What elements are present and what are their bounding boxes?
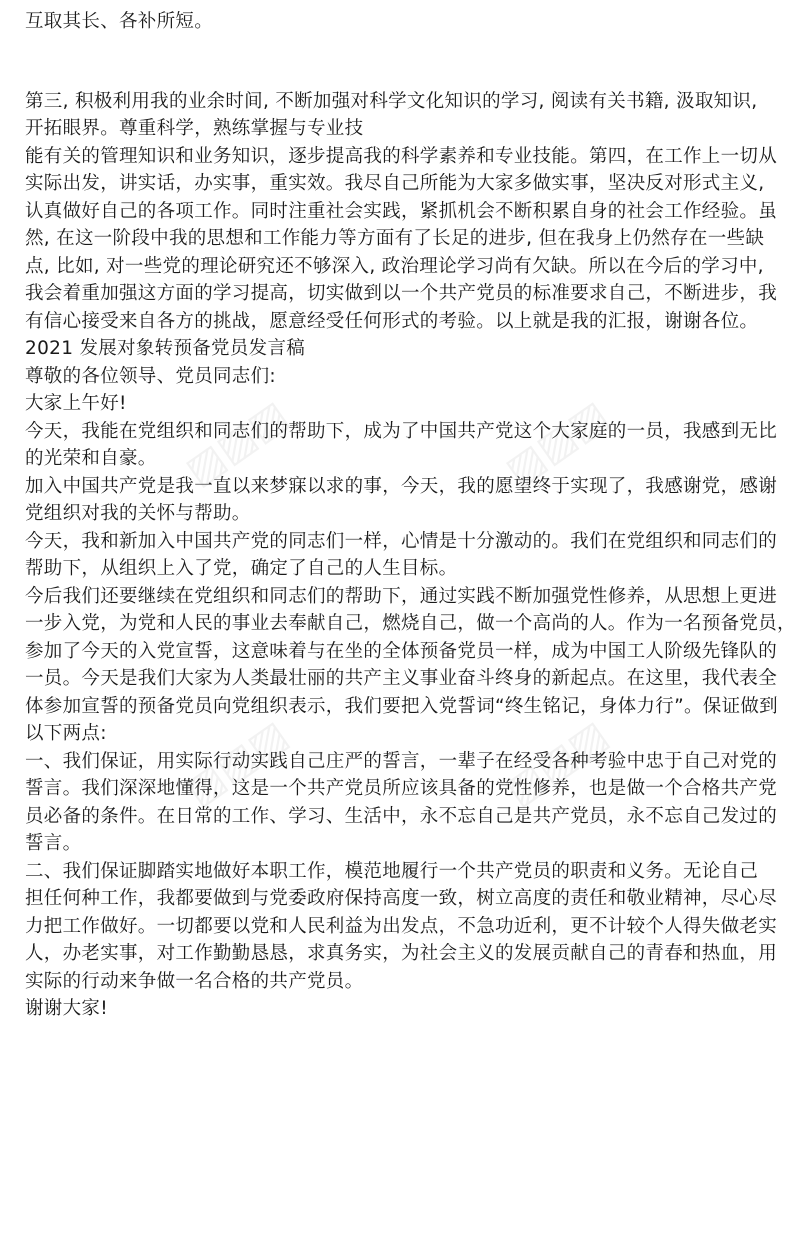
text-line: 我会着重加强这方面的学习提高，切实做到以一个共产党员的标准要求自己，不断进步，我 (25, 283, 778, 304)
text-line: 誓言。我们深深地懂得，这是一个共产党员所应该具备的党性修养，也是做一个合格共产党 (25, 778, 778, 799)
text-line: 能有关的管理知识和业务知识，逐步提高我的科学素养和专业技能。第四，在工作上一切从 (25, 145, 778, 167)
text-line: 二、我们保证脚踏实地做好本职工作，模范地履行一个共产党员的职责和义务。无论自己 (25, 860, 759, 882)
text-line: 一步入党，为党和人民的事业去奉献自己，燃烧自己，做一个高尚的人。作为一名预备党员， (25, 613, 796, 634)
document-text (25, 88, 795, 1023)
text-line: 担任何种工作，我都要做到与党委政府保持高度一致，树立高度的责任和敬业精神，尽心尽 (25, 888, 778, 909)
watermark: ▨▨▨ (177, 391, 297, 495)
text-line: 第三, 积极利用我的业余时间, 不断加强对科学文化知识的学习, 阅读有关书籍, 汲取知识, (25, 90, 758, 112)
text-line: 今天，我和新加入中国共产党的同志们一样，心情是十分激动的。我们在党组织和同志们的 (25, 530, 778, 552)
text-line: 今天，我能在党组织和同志们的帮助下，成为了中国共产党这个大家庭的一员，我感到无比 (25, 420, 778, 442)
text-line: 点, 比如, 对一些党的理论研究还不够深入, 政治理论学习尚有欠缺。所以在今后的学习中, (25, 255, 764, 277)
document-body (25, 8, 795, 1023)
text-line: 力把工作做好。一切都要以党和人民利益为出发点，不急功近利，更不计较个人得失做老实 (25, 915, 778, 937)
text-line: 体参加宣誓的预备党员向党组织表示，我们要把入党誓词“终生铭记，身体力行”。保证做到 (25, 695, 778, 717)
text-line: 然, 在这一阶段中我的思想和工作能力等方面有了长足的进步, 但在我身上仍然存在一些缺 (25, 228, 765, 249)
text-line: 谢谢大家! (25, 998, 108, 1019)
text-line: 以下两点: (25, 723, 107, 744)
text-line: 大家上午好! (25, 393, 127, 414)
text-line: 一员。今天是我们大家为人类最壮丽的共产主义事业奋斗终身的新起点。在这里，我代表全 (25, 668, 778, 689)
text-line: 人，办老实事，对工作勤勤恳恳，求真务实，为社会主义的发展贡献自己的青春和热血，用 (25, 943, 778, 964)
watermark: ▨▨▨ (177, 711, 297, 815)
text-line: 尊敬的各位领导、党员同志们: (25, 365, 276, 387)
text-line: 誓言。 (25, 833, 82, 854)
text-line: 有信心接受来自各方的挑战，愿意经受任何形式的考验。以上就是我的汇报，谢谢各位。 (25, 310, 759, 332)
watermark: ▨▨▨ (497, 711, 617, 815)
text-line: 今后我们还要继续在党组织和同志们的帮助下，通过实践不断加强党性修养，从思想上更进 (25, 585, 778, 607)
paragraph-gap (25, 36, 795, 88)
text-line: 员必备的条件。在日常的工作、学习、生活中，永不忘自己是共产党员，永不忘自己发过的 (25, 805, 778, 827)
text-line: 实际的行动来争做一名合格的共产党员。 (25, 970, 364, 992)
text-line: 加入中国共产党是我一直以来梦寐以求的事，今天，我的愿望终于实现了，我感谢党，感谢 (25, 475, 778, 497)
text-line: 认真做好自己的各项工作。同时注重社会实践，紧抓机会不断积累自身的社会工作经验。虽 (25, 200, 778, 222)
text-line: 参加了今天的入党宣誓，这意味着与在坐的全体预备党员一样，成为中国工人阶级先锋队的 (25, 640, 778, 662)
text-line: 党组织对我的关怀与帮助。 (25, 503, 251, 524)
text-line: 互取其长、各补所短。 (25, 11, 214, 32)
text-line: 一、我们保证，用实际行动实践自己庄严的誓言，一辈子在经受各种考验中忠于自己对党的 (25, 750, 778, 772)
text-line: 开拓眼界。尊重科学，熟练掌握与专业技 (25, 118, 364, 139)
text-line: 帮助下，从组织上入了党，确定了自己的人生目标。 (25, 558, 458, 579)
text-line: 2021 发展对象转预备党员发言稿 (25, 338, 306, 359)
watermark: ▨▨▨ (497, 391, 617, 495)
text-line: 实际出发，讲实话，办实事，重实效。我尽自己所能为大家多做实事，坚决反对形式主义, (25, 173, 765, 194)
text-line: 的光荣和自豪。 (25, 448, 157, 469)
